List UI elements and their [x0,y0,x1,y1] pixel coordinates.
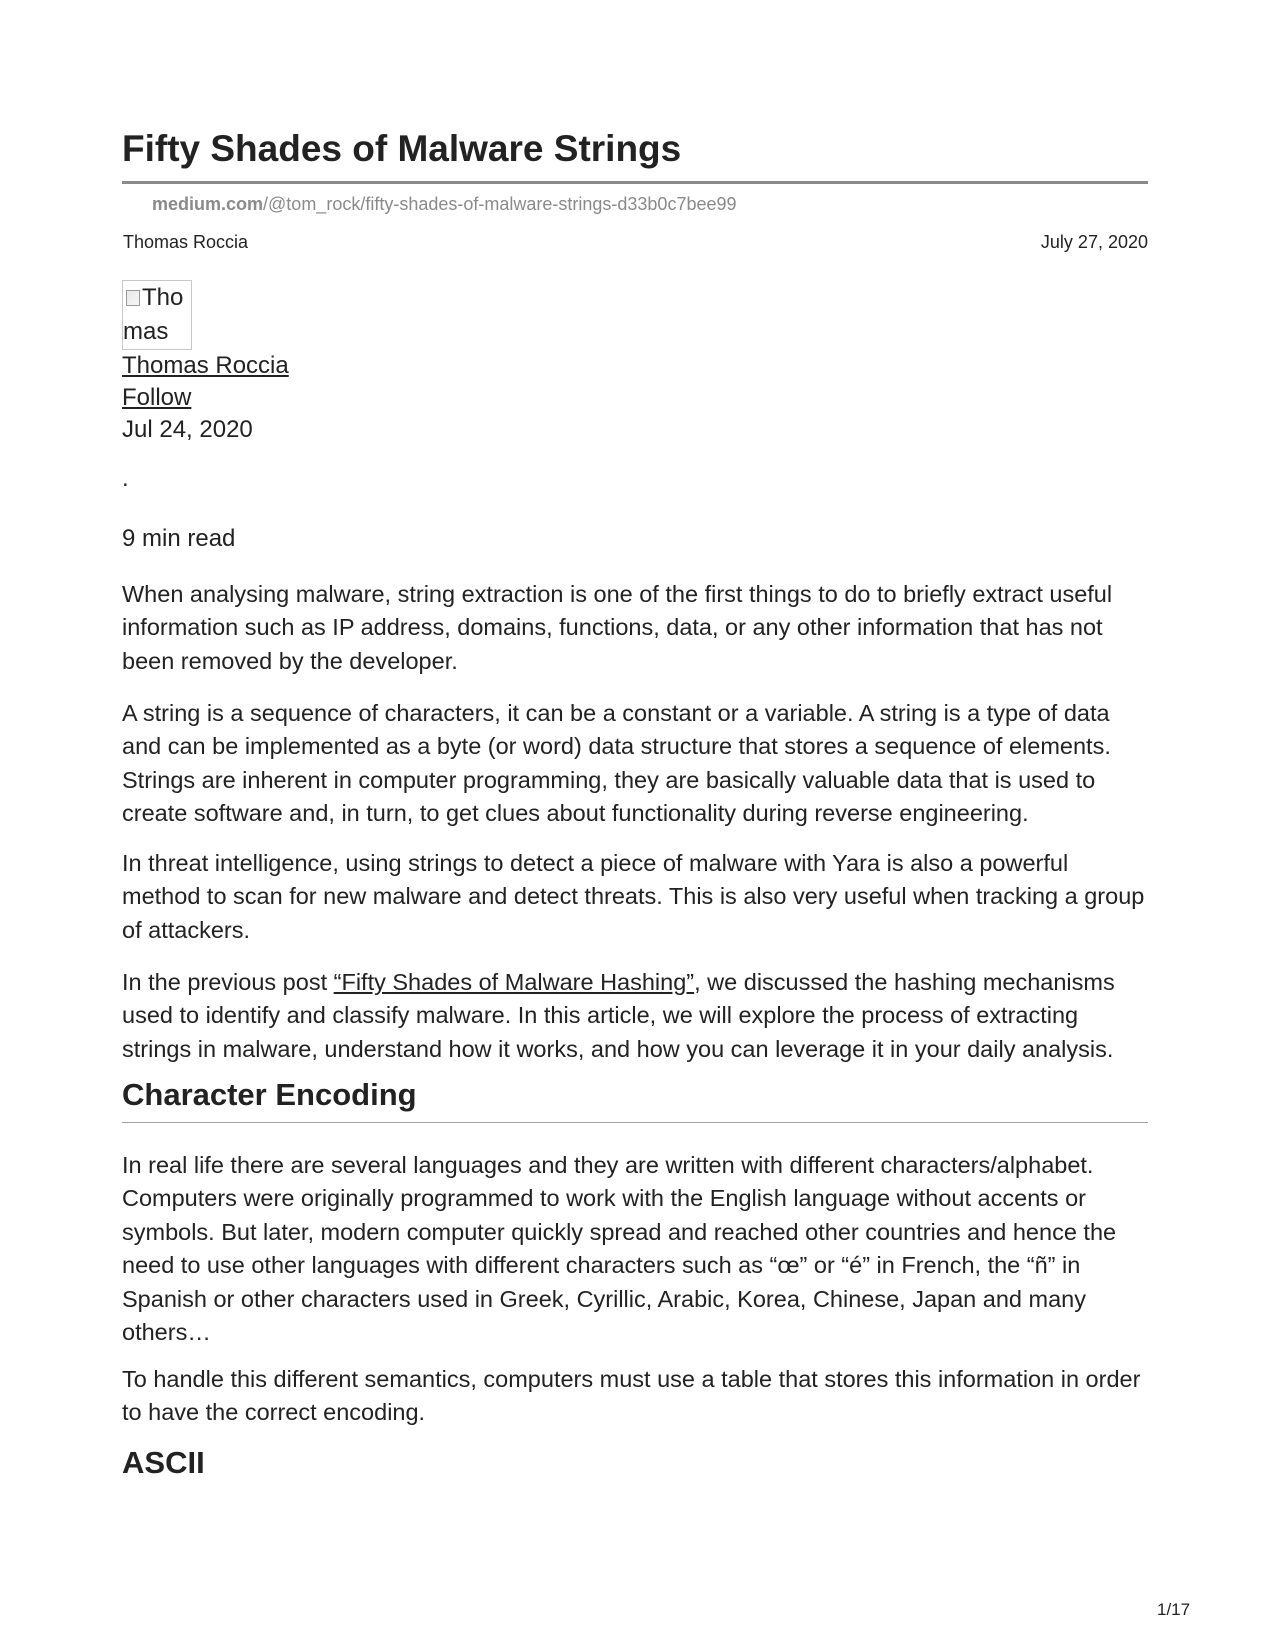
follow-link[interactable]: Follow [122,384,192,411]
source-url-domain: medium.com [152,194,264,214]
title-divider [122,181,1148,184]
read-time: 9 min read [122,525,236,552]
paragraph-threat-intel: In threat intelligence, using strings to detect a piece of malware with Yara is also a powerful method to scan for new malware and detect threats. This is also very useful when tracking a group of attackers. [122,850,1145,943]
source-url-path: /@tom_rock/fifty-shades-of-malware-strings-d33b0c7bee99 [263,194,737,214]
author-avatar[interactable] [122,280,192,350]
follow-row [122,381,191,415]
paragraph-intro: When analysing malware, string extraction is one of the first things to do to briefly extract useful information such as IP address, domains, functions, data, or any other information that has not been removed by the developer. [122,581,1113,674]
previous-post-link[interactable]: “Fifty Shades of Malware Hashing” [333,969,695,995]
source-url[interactable] [152,193,737,215]
section-divider [122,1122,1148,1123]
paragraph-encoding-table: To handle this different semantics, computers must use a table that stores this information in order to have the correct encoding. [122,1366,1141,1426]
paragraph-string-definition: A string is a sequence of characters, it can be a constant or a variable. A string is a type of data and can be implemented as a byte (or word) data structure that stores a sequence of elements. Strings are inherent in computer programming, they are basically valuable data that is used to create software and, in turn, to get clues about functionality during reverse engineering. [122,700,1111,827]
broken-image-icon [126,290,140,306]
byline-author: Thomas Roccia [123,232,249,252]
section-heading-character-encoding: Character Encoding [122,1077,417,1112]
avatar-alt-text-line-2: mas [123,318,169,345]
previous-post-lead: In the previous post [122,969,334,995]
page-number: 1/17 [1157,1600,1191,1619]
author-name-row [122,349,289,383]
author-name-link[interactable]: Thomas Roccia [122,352,289,379]
avatar-alt-text-line-1: Tho [142,284,184,311]
paragraph-languages: In real life there are several languages and they are written with different characters/alphabet. Computers were originally programmed to work with the English language without accents or symbols. But later, modern computer quickly spread and reached other countries and hence the need to use other languages with different characters such as “œ” or “é” in French, the “ñ” in Spanish or other characters used in Greek, Cyrillic, Arabic, Korea, Chinese, Japan and many others… [122,1152,1117,1346]
previous-post-rest: , we discussed the hashing mechanisms used to identify and classify malware. In this article, we will explore the process of extracting strings in malware, understand how it works, and how you can leverage it in your daily analysis. [122,969,1115,1062]
paragraph-previous-post [122,966,1152,1066]
section-heading-ascii: ASCII [122,1445,205,1480]
meta-separator: . [122,465,129,492]
publish-date: Jul 24, 2020 [122,416,253,443]
byline-capture-date: July 27, 2020 [1040,232,1148,252]
article-title: Fifty Shades of Malware Strings [122,128,682,169]
